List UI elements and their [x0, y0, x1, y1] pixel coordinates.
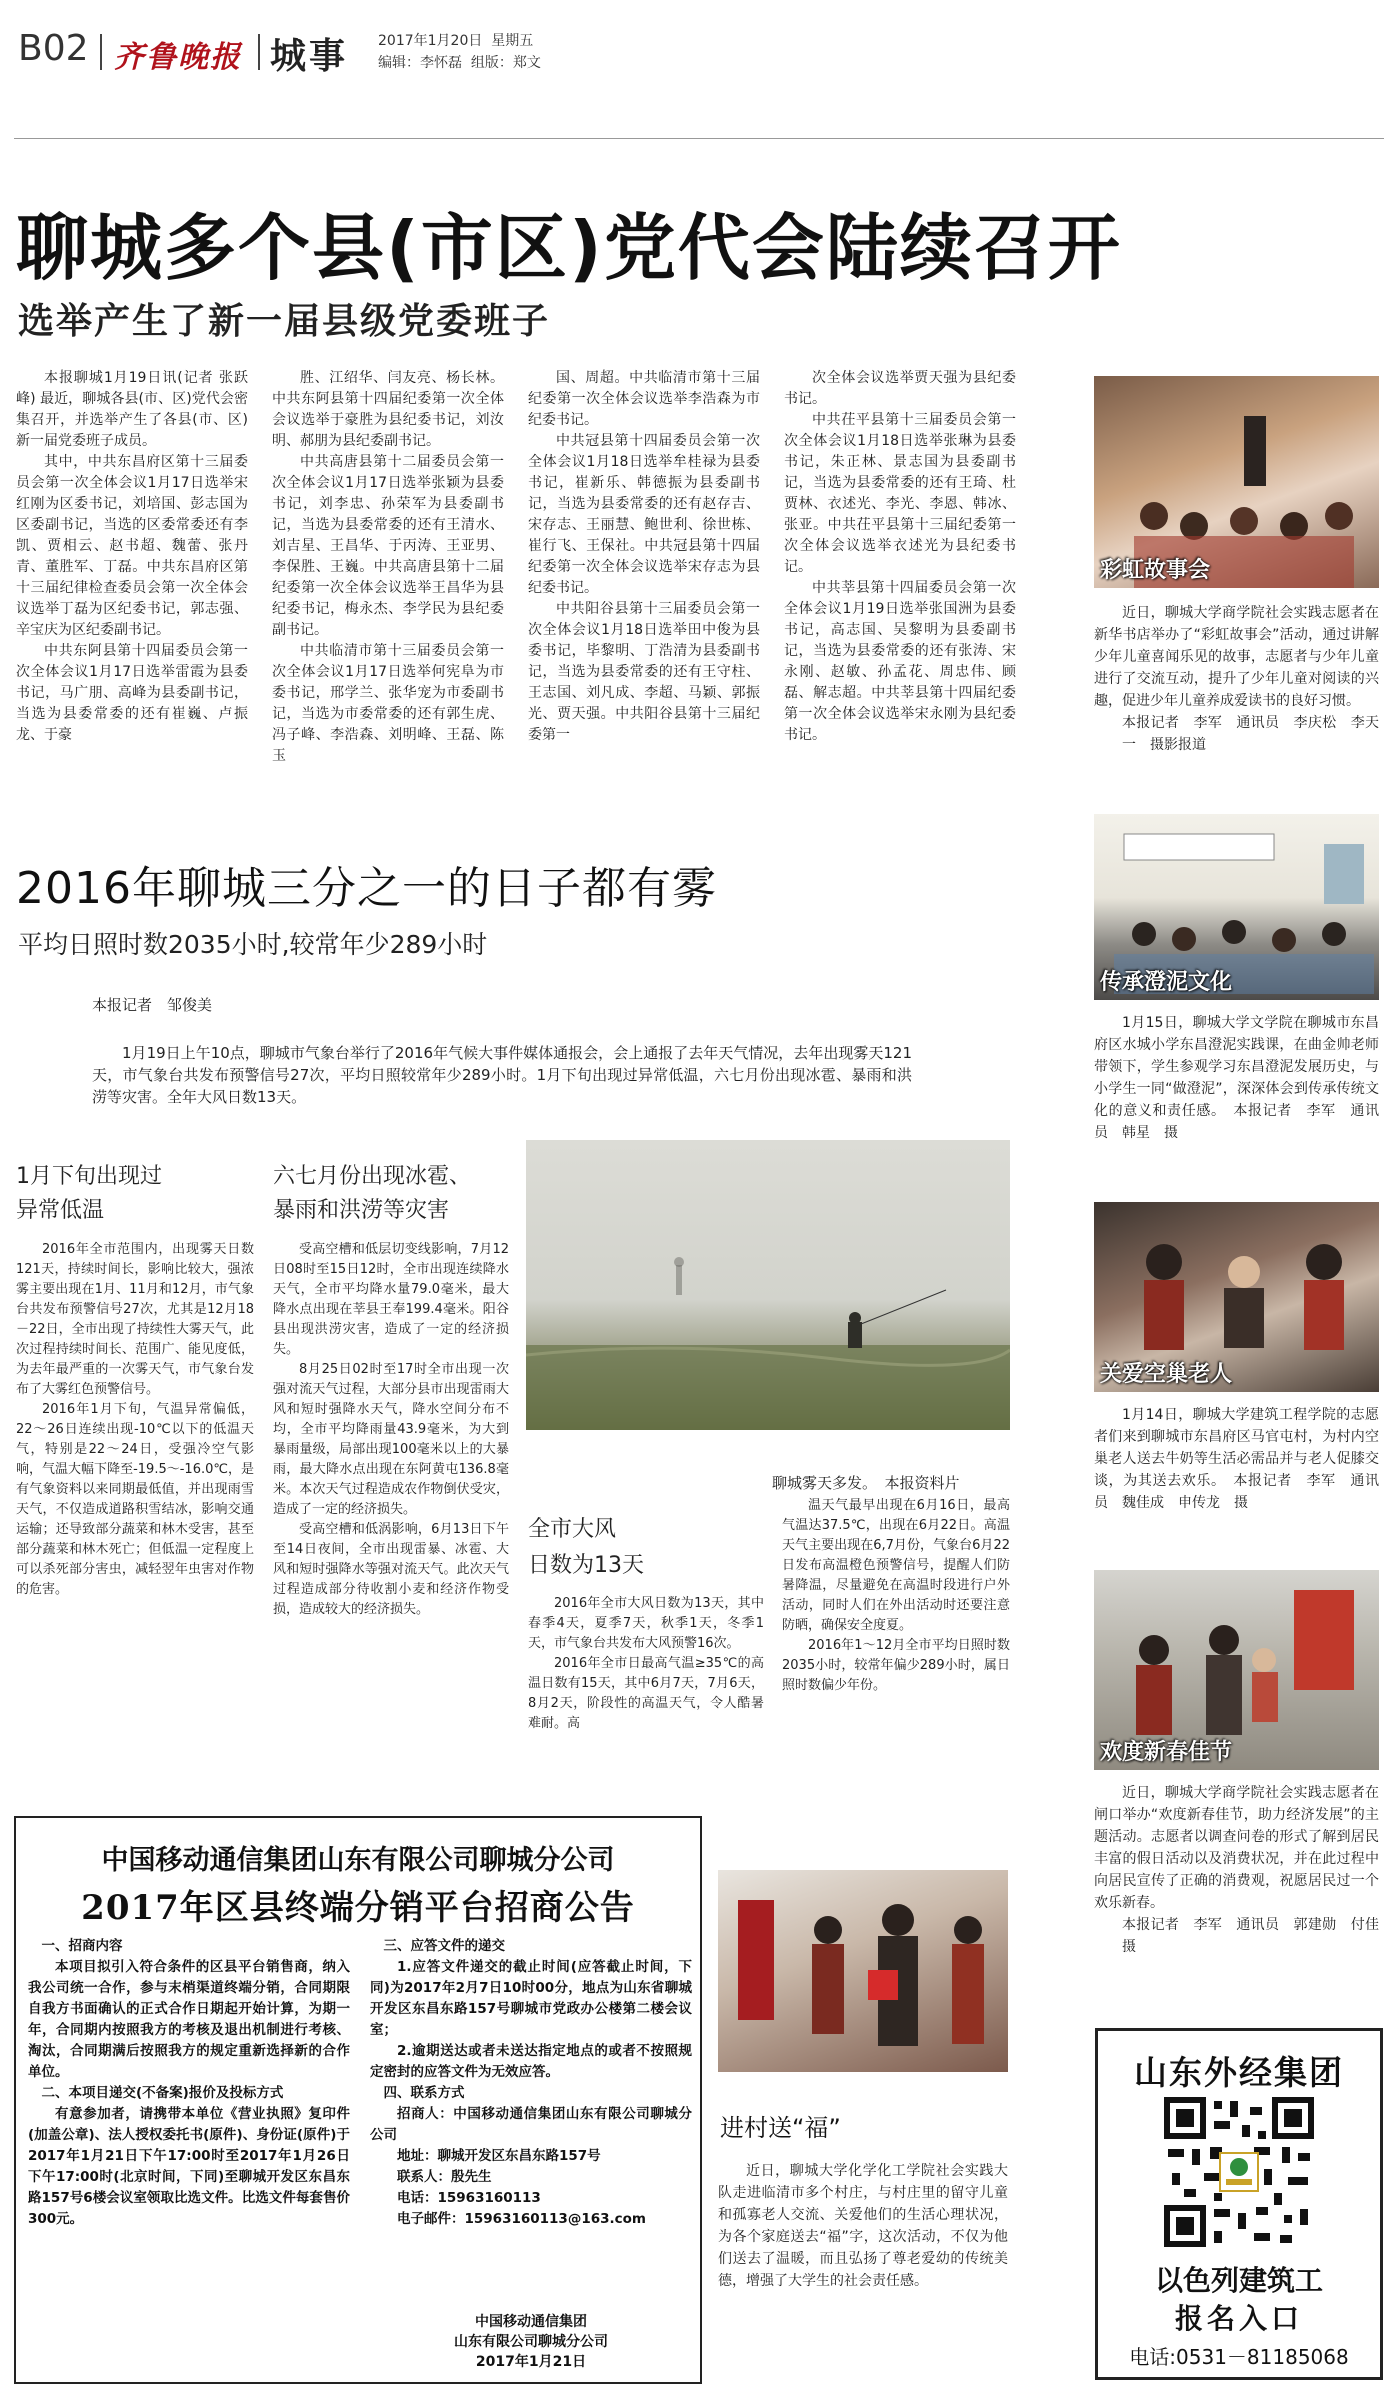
section3-title-line1: 全市大风	[528, 1517, 617, 1542]
ad-paragraph: 地址：聊城开发区东昌东路157号	[397, 2148, 601, 2164]
sidebar-photo-3-label: 关爱空巢老人	[1100, 1362, 1233, 1387]
paragraph: 2016年全市范围内，出现雾天日数121天，持续时间长，影响比较大，强浓雾主要出现在1月、11月和12月，市气象台共发布预警信号27次，尤其是12月18－22日，全市出现了持续性大雾天气，此次过程持续时间长、范围广、能见度低，为去年最严重的一次雾天气，市气象台发布了大雾红色预警信号。	[16, 1242, 254, 1397]
ad-col-2	[370, 1936, 692, 2230]
story2-headline: 2016年聊城三分之一的日子都有雾	[16, 863, 717, 914]
sidebar-credit-4: 本报记者 李军 通讯员 郭建勋 付佳 摄	[1122, 1917, 1393, 1955]
ad-notice	[14, 1816, 702, 2384]
section1-body	[16, 1240, 254, 1600]
ad-signature-date: 2017年1月21日	[475, 2354, 587, 2370]
ad-paragraph: 联系人：殷先生	[397, 2169, 492, 2185]
fortune-caption	[718, 2160, 1008, 2292]
fog-photo-scene	[526, 1140, 1010, 1430]
weekday-text: 星期五	[491, 33, 534, 49]
paragraph: 2016年全市大风日数为13天，其中春季4天，夏季7天，秋季1天，冬季1天，市气象台共发布大风预警16次。	[528, 1596, 764, 1651]
ad-section-heading: 三、应答文件的递交	[383, 1938, 505, 1954]
fortune-photo	[718, 1870, 1008, 2072]
section2-body	[273, 1240, 509, 1620]
paragraph: 中共阳谷县第十三届委员会第一次全体会议1月18日选举田中俊为县委书记，毕黎明、丁浩清为县委副书记，当选为县委常委的还有王守柱、王志国、刘凡成、李超、马颖、郭振光、贾天强。中共阳谷县第十三届纪委第一	[528, 601, 760, 743]
sidebar-photo-4-label: 欢度新春佳节	[1100, 1740, 1233, 1765]
section4-body	[782, 1496, 1010, 1696]
sidebar-photo-2	[1094, 814, 1379, 1000]
fortune-title: 进村送“福”	[720, 2114, 841, 2142]
section-name: 城事	[270, 36, 349, 77]
story1-subhead: 选举产生了新一届县级党委班子	[18, 301, 551, 342]
paragraph: 其中，中共东昌府区第十三届委员会第一次全体会议1月17日选举宋红刚为区委书记，刘培国、彭志国为区委副书记，当选的区委常委还有李凯、贾相云、赵书超、魏蕾、张丹青、董胜军、丁磊。中共东昌府区第十三届纪律检查委员会第一次全体会议选举丁磊为区纪委书记，郭志强、辛宝庆为区纪委副书记。	[16, 454, 248, 638]
paragraph: 受高空槽和低层切变线影响，7月12日08时至15日12时，全市出现连续降水天气，全市平均降水量79.0毫米，最大降水点出现在莘县王奉199.4毫米。阳谷县出现洪涝灾害，造成了一定的经济损失。	[273, 1242, 509, 1357]
ad-paragraph: 有意参加者，请携带本单位《营业执照》复印件(加盖公章)、法人授权委托书(原件)、身份证(原件)于2017年1月21日下午17:00时至2017年1月26日下午17:00时(北京时间，下同)至聊城开发区东昌东路157号6楼会议室领取比选文件。比选文件每套售价300元。	[28, 2106, 350, 2227]
sidebar-text-3: 1月14日，聊城大学建筑工程学院的志愿者们来到聊城市东昌府区马官屯村，为村内空巢老人送去牛奶等生活必需品并与老人促膝交谈，为其送去欢乐。 本报记者 李军 通讯员 魏佳成 申传龙 摄	[1094, 1407, 1379, 1511]
paragraph: 次全体会议选举贾天强为县纪委书记。	[784, 370, 1016, 407]
story1-col4-text	[784, 368, 1016, 746]
paragraph: 2016年1月下旬，气温异常偏低，22～26日连续出现-10℃以下的低温天气，特别是22～24日，受强冷空气影响，气温大幅下降至-19.5～-16.0℃，是有气象资料以来同期最低值，并出现雨雪天气，不仅造成道路积雪结冰，影响交通运输；还导致部分蔬菜和林木受害，甚至部分蔬菜和林木死亡；但低温一定程度上可以杀死部分害虫，减轻翌年虫害对作物的危害。	[16, 1402, 254, 1597]
section1-title-line2: 异常低温	[16, 1198, 105, 1223]
paragraph: 中共临清市第十三届委员会第一次全体会议1月17日选举何宪阜为市委书记，邢学兰、张华宠为市委副书记，当选为市委常委的还有郭生虎、冯子峰、李浩森、刘明峰、王磊、陈玉	[272, 643, 504, 764]
story1-col2-text	[272, 368, 504, 767]
paragraph: 2016年1～12月全市平均日照时数2035小时，较常年偏少289小时，属日照时数偏少年份。	[782, 1638, 1010, 1693]
ad-section-heading: 一、招商内容	[41, 1938, 123, 1954]
ad-paragraph: 招商人：中国移动通信集团山东有限公司聊城分公司	[370, 2106, 692, 2143]
story1-col3-text	[528, 368, 760, 746]
ad-title-line2: 2017年区县终端分销平台招商公告	[81, 1888, 635, 1928]
story2-lead: 1月19日上午10点，聊城市气象台举行了2016年气候大事件媒体通报会，会上通报了去年天气情况，去年出现雾天121天，市气象台共发布预警信号27次，平均日照较常年少289小时。1月下旬出现过异常低温，六七月份出现冰雹、暴雨和洪涝等灾害。全年大风日数13天。	[92, 1044, 912, 1106]
sidebar-text-2: 1月15日，聊城大学文学院在聊城市东昌府区水城小学东昌澄泥实践课，在曲金帅老师带领下，学生参观学习东昌澄泥发展历史，与小学生一同“做澄泥”，深深体会到传承传统文化的意义和责任感。 本报记者 李军 通讯员 韩星 摄	[1094, 1015, 1379, 1141]
section2-title-line1: 六七月份出现冰雹、	[273, 1164, 472, 1189]
paragraph: 2016年全市日最高气温≥35℃的高温日数有15天，其中6月7天，7月6天，8月2天，阶段性的高温天气，令人酷暑难耐。高	[528, 1656, 764, 1731]
ad-paragraph: 电话：15963160113	[397, 2190, 541, 2206]
fog-photo	[526, 1140, 1010, 1430]
paragraph: 本报聊城1月19日讯(记者 张跃峰) 最近，聊城各县(市、区)党代会密集召开，并选举产生了各县(市、区)新一届党委班子成员。	[16, 370, 248, 449]
editor-text: 编辑：李怀磊	[378, 55, 462, 71]
ad-section-heading: 二、本项目递交(不备案)报价及投标方式	[41, 2085, 284, 2101]
paragraph: 胜、江绍华、闫友亮、杨长林。中共东阿县第十四届纪委第一次全体会议选举于豪胜为县纪委书记，刘汝明、郝朋为县纪委副书记。	[272, 370, 504, 449]
story1-column-4	[784, 368, 1016, 746]
section1-title	[16, 1160, 162, 1228]
sidebar-photo-2-label: 传承澄泥文化	[1100, 970, 1233, 995]
fortune-photo-scene	[718, 1870, 1008, 2072]
qr-code-graphic	[1164, 2097, 1314, 2247]
sidebar-text-1: 近日，聊城大学商学院社会实践志愿者在新华书店举办了“彩虹故事会”活动，通过讲解少年儿童喜闻乐见的故事，志愿者与少年儿童进行了交流互动，提升了少年儿童对阅读的兴趣，促进少年儿童养成爱读书的良好习惯。	[1094, 605, 1379, 709]
story1-column-3	[528, 368, 760, 746]
story2-byline: 本报记者 邹俊美	[92, 996, 213, 1014]
story1-col1-text	[16, 368, 248, 746]
story2-subhead: 平均日照时数2035小时,较常年少289小时	[18, 930, 488, 959]
sidebar-caption-2	[1094, 1012, 1379, 1144]
sidebar-caption-3	[1094, 1404, 1379, 1514]
section2-title-line2: 暴雨和洪涝等灾害	[273, 1198, 450, 1223]
ad-paragraph: 1.应答文件递交的截止时间(应答截止时间，下同)为2017年2月7日10时00分，地点为山东省聊城开发区东昌东路157号聊城市党政办公楼第二楼会议室；	[370, 1959, 692, 2038]
masthead	[14, 20, 1384, 82]
qr-code[interactable]	[1164, 2097, 1314, 2247]
paragraph: 中共冠县第十四届委员会第一次全体会议1月18日选举牟桂禄为县委书记，崔新乐、韩德振为县委副书记，当选为县委常委的还有赵存吉、宋存志、王丽慧、鲍世利、徐世栋、崔行飞、王保社。中共冠县第十四届纪委第一次全体会议选举宋存志为县纪委书记。	[528, 433, 760, 596]
date-text: 2017年1月20日	[378, 33, 483, 49]
section3-title-line2: 日数为13天	[528, 1553, 644, 1578]
qr-line2: 报名入口	[1174, 2302, 1303, 2335]
ad-paragraph: 2.逾期送达或者未送达指定地点的或者不按照规定密封的应答文件为无效应答。	[370, 2043, 692, 2080]
qr-line1: 以色列建筑工	[1154, 2264, 1323, 2297]
paper-logo: 齐鲁晚报	[114, 40, 242, 75]
ad-paragraph: 电子邮件：15963160113@163.com	[397, 2211, 646, 2227]
sidebar-photo-4	[1094, 1570, 1379, 1770]
issue-date	[378, 30, 533, 50]
sidebar-credit-1: 本报记者 李军 通讯员 李庆松 李天一 摄影报道	[1122, 715, 1379, 753]
masthead-rule	[14, 138, 1384, 139]
ad-section-heading: 四、联系方式	[383, 2085, 465, 2101]
sidebar-photo-1	[1094, 376, 1379, 588]
ad-col-1	[28, 1936, 350, 2230]
section3-text	[528, 1594, 764, 1734]
qr-company: 山东外经集团	[1134, 2053, 1344, 2092]
paragraph: 中共莘县第十四届委员会第一次全体会议1月19日选举张国洲为县委书记，高志国、吴黎明为县委副书记，当选为县委常委的还有张涛、宋永刚、赵敏、孙孟花、周忠伟、顾磊、解志超。中共莘县第十四届纪委第一次全体会议选举宋永刚为县纪委书记。	[784, 580, 1016, 743]
paragraph: 温天气最早出现在6月16日，最高气温达37.5℃，出现在6月22日。高温天气主要出现在6,7月份，气象台6月22日发布高温橙色预警信号，提醒人们防暑降温，尽量避免在高温时段进行户外活动，同时人们在外出活动时还要注意防晒，确保安全度夏。	[782, 1498, 1010, 1633]
paragraph: 中共茌平县第十三届委员会第一次全体会议1月18日选举张琳为县委书记，朱正林、景志国为县委副书记，当选为县委常委的还有王琦、杜贾林、衣述光、李光、李恩、韩冰、张亚。中共茌平县第十三届纪委第一次全体会议选举衣述光为县纪委书记。	[784, 412, 1016, 575]
layout-text: 组版：郑文	[470, 55, 541, 71]
editor-info	[378, 52, 541, 72]
sidebar-photo-3	[1094, 1202, 1379, 1392]
section2-text	[273, 1240, 509, 1620]
ad-signature	[370, 2312, 692, 2372]
qr-ad	[1095, 2028, 1383, 2380]
paragraph: 中共高唐县第十二届委员会第一次全体会议1月17日选举张颖为县委书记，刘李忠、孙荣军为县委副书记，当选为县委常委的还有王清水、刘吉星、王昌华、于丙涛、王亚男、李保胜、王巍。中共高唐县第十二届纪委第一次全体会议选举王昌华为县纪委书记，梅永杰、李学民为县纪委副书记。	[272, 454, 504, 638]
section3-title	[528, 1512, 644, 1584]
ad-title-line1: 中国移动通信集团山东有限公司聊城分公司	[101, 1845, 615, 1876]
fog-photo-caption: 聊城雾天多发。 本报资料片	[772, 1474, 960, 1492]
paragraph: 国、周超。中共临清市第十三届纪委第一次全体会议选举李浩森为市纪委书记。	[528, 370, 760, 428]
paragraph: 受高空槽和低涡影响，6月13日下午至14日夜间，全市出现雷暴、冰雹、大风和短时强降水等强对流天气。此次天气过程造成部分待收割小麦和经济作物受损，造成较大的经济损失。	[273, 1522, 509, 1617]
sidebar-photo-1-label: 彩虹故事会	[1100, 558, 1211, 583]
ad-signature-line1: 中国移动通信集团	[475, 2314, 587, 2330]
story1-headline: 聊城多个县(市区)党代会陆续召开	[16, 206, 1122, 290]
masthead-divider	[100, 34, 102, 70]
page-code: B02	[18, 28, 89, 69]
sidebar-text-4: 近日，聊城大学商学院社会实践志愿者在闸口举办“欢度新春佳节，助力经济发展”的主题活动。志愿者以调查问卷的形式了解到居民丰富的假日活动以及消费状况，并在此过程中向居民宣传了正确的消费观，祝愿居民过一个欢乐新春。	[1094, 1785, 1379, 1911]
paragraph: 8月25日02时至17时全市出现一次强对流天气过程，大部分县市出现雷雨大风和短时强降水天气，降水空间分布不均，全市平均降雨量43.9毫米，为大到暴雨量级，局部出现100毫米以上的大暴雨，最大降水点出现在东阿黄屯136.8毫米。本次天气过程造成农作物倒伏受灾，造成了一定的经济损失。	[273, 1362, 509, 1517]
section4-text	[782, 1496, 1010, 1696]
section1-text	[16, 1240, 254, 1600]
ad-paragraph: 本项目拟引入符合条件的区县平台销售商，纳入我公司统一合作，参与末梢渠道终端分销，合同期限自我方书面确认的正式合作日期起开始计算，为期一年，合同期内按照我方的考核及退出机制进行考核、淘汰，合同期满后按照我方的规定重新选择新的合作单位。	[28, 1959, 350, 2080]
sidebar-caption-1	[1094, 602, 1379, 756]
masthead-divider-2	[258, 34, 260, 70]
section3-body	[528, 1594, 764, 1734]
qr-phone: 电话:0531－81185068	[1129, 2345, 1349, 2369]
story1-column-2	[272, 368, 504, 767]
ad-signature-line2: 山东有限公司聊城分公司	[454, 2334, 608, 2350]
section1-title-line1: 1月下旬出现过	[16, 1164, 162, 1189]
fortune-text: 近日，聊城大学化学化工学院社会实践大队走进临清市多个村庄，与村庄里的留守儿童和孤寡老人交流、关爱他们的生活心理状况，为各个家庭送去“福”字，这次活动，不仅为他们送去了温暖，而且弘扬了尊老爱幼的传统美德，增强了大学生的社会责任感。	[718, 2163, 1008, 2289]
sidebar-caption-4	[1094, 1782, 1393, 1958]
paragraph: 中共东阿县第十四届委员会第一次全体会议1月17日选举雷霞为县委书记，马广朋、高峰为县委副书记，当选为县委常委的还有崔巍、卢振龙、于豪	[16, 643, 248, 743]
section2-title	[273, 1160, 471, 1228]
story1-column-1	[16, 368, 248, 746]
